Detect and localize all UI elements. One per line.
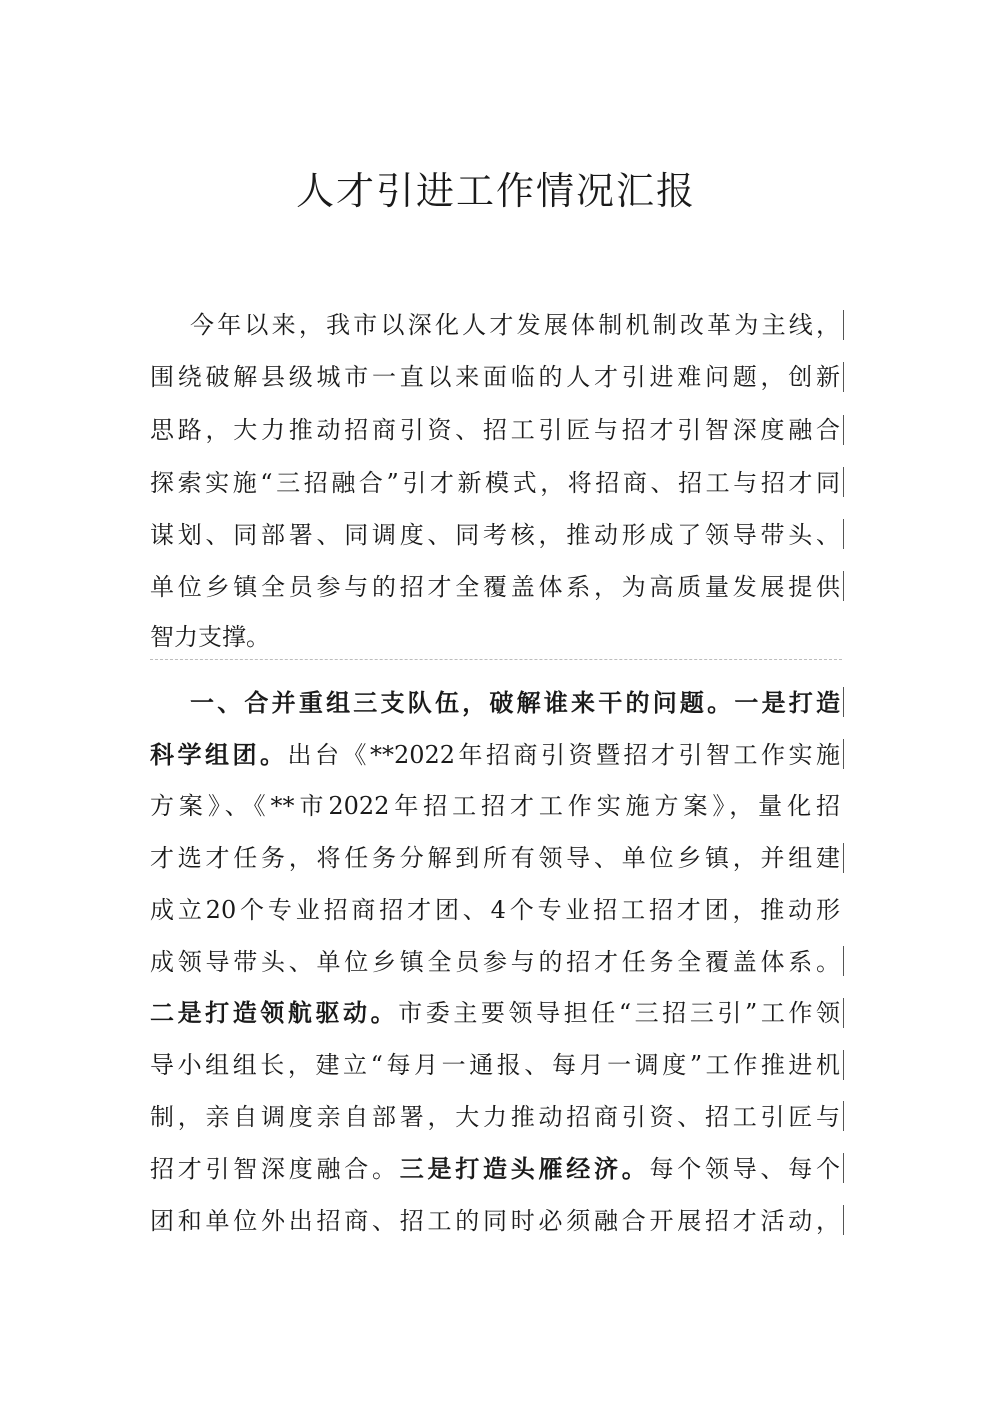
section1-line-2 [150,735,840,775]
margin-mark [843,519,844,549]
intro-line-6: 单位乡镇全员参与的招才全覆盖体系，为高质量发展提供 [150,573,840,601]
margin-mark [843,467,844,497]
point3-text: 每个领导、每个 [649,1155,840,1183]
point3-title: 三是打造头雁经济。 [399,1155,650,1183]
margin-mark [843,1050,844,1080]
section1-line-11: 团和单位外出招商、招工的同时必须融合开展招才活动， [150,1207,840,1235]
point2-title: 二是打造领航驱动。 [150,999,399,1027]
point1-title: 科学组团。 [150,741,288,769]
margin-mark [843,1153,844,1183]
margin-mark [843,1101,844,1131]
section1-line-3: 方案》、《**市2022年招工招才工作实施方案》，量化招 [150,792,840,820]
margin-mark [843,415,844,445]
section1-line-10 [150,1149,840,1189]
section1-line-7 [150,993,840,1033]
intro-line-2: 围绕破解县级城市一直以来面临的人才引进难问题，创新 [150,363,840,391]
intro-line-4: 探索实施“三招融合”引才新模式，将招商、招工与招才同 [150,469,840,497]
margin-mark [843,739,844,769]
margin-mark [843,571,844,601]
section1-line-8: 导小组组长，建立“每月一通报、每月一调度”工作推进机 [150,1051,840,1079]
margin-mark [843,687,844,717]
point3-lead-text: 招才引智深度融合。 [150,1155,400,1183]
margin-mark [843,946,844,976]
margin-mark [843,310,844,340]
section1-line-4: 才选才任务，将任务分解到所有领导、单位乡镇，并组建 [150,844,840,872]
section1-line-9: 制，亲自调度亲自部署，大力推动招商引资、招工引匠与 [150,1103,840,1131]
section1-line-6: 成领导带头、单位乡镇全员参与的招才任务全覆盖体系。 [150,948,840,976]
point2-text: 市委主要领导担任“三招三引”工作领 [398,999,840,1027]
margin-mark [843,362,844,392]
intro-line-1: 今年以来，我市以深化人才发展体制机制改革为主线， [190,311,840,339]
intro-line-5: 谋划、同部署、同调度、同考核，推动形成了领导带头、 [150,521,840,549]
intro-line-3: 思路，大力推动招商引资、招工引匠与招才引智深度融合 [150,416,840,444]
document-title: 人才引进工作情况汇报 [295,169,696,213]
margin-mark [843,998,844,1028]
paragraph-divider [150,659,842,660]
margin-mark [843,843,844,873]
intro-line-7: 智力支撑。 [150,623,270,651]
margin-mark [843,1205,844,1235]
section1-heading: 一、合并重组三支队伍，破解谁来干的问题。一是打造 [190,689,840,717]
point1-text: 出台《**2022年招商引资暨招才引智工作实施 [287,741,840,769]
section1-line-5: 成立20个专业招商招才团、4个专业招工招才团，推动形 [150,896,840,924]
